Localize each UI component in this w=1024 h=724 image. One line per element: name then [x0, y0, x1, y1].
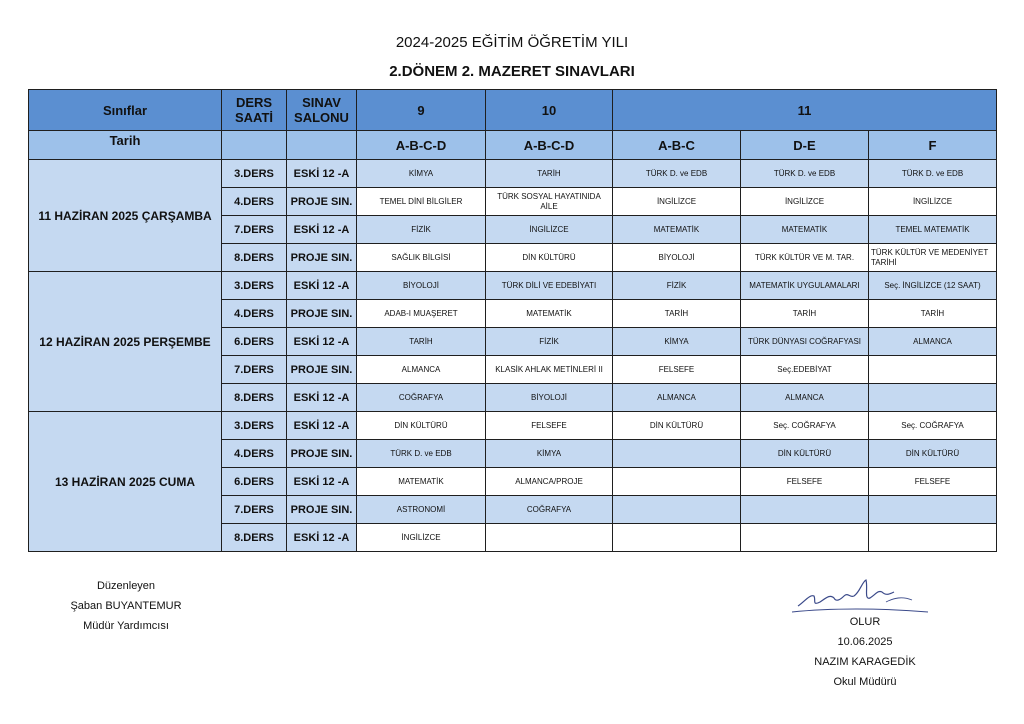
- grade-11f-exam-cell: [869, 496, 997, 524]
- approval-label: OLUR: [849, 616, 881, 628]
- grade-11abc-exam-cell: İNGİLİZCE: [613, 188, 741, 216]
- grade-11de-exam-cell: DİN KÜLTÜRÜ: [741, 440, 869, 468]
- approval-date: 10.06.2025: [837, 636, 893, 648]
- prepared-by-label: Düzenleyen: [96, 580, 156, 592]
- lesson-hour-cell: 8.DERS: [222, 384, 287, 412]
- grade-11abc-exam-cell: ALMANCA: [613, 384, 741, 412]
- lesson-hour-cell: 4.DERS: [222, 300, 287, 328]
- principal-title: Okul Müdürü: [833, 676, 897, 688]
- grade-11de-exam-cell: TÜRK KÜLTÜR VE M. TAR.: [741, 244, 869, 272]
- grade-9-exam-cell: BİYOLOJİ: [357, 272, 486, 300]
- grade-11de-exam-cell: FELSEFE: [741, 468, 869, 496]
- exam-room-cell: PROJE SIN.: [287, 188, 357, 216]
- sections-11de-header: D-E: [741, 131, 869, 160]
- lesson-hour-cell: 3.DERS: [222, 412, 287, 440]
- grade-11de-exam-cell: [741, 496, 869, 524]
- grade-10-exam-cell: ALMANCA/PROJE: [486, 468, 613, 496]
- grade-9-exam-cell: MATEMATİK: [357, 468, 486, 496]
- grade-11de-exam-cell: MATEMATİK: [741, 216, 869, 244]
- grade-11abc-exam-cell: [613, 496, 741, 524]
- grade-11abc-exam-cell: TARİH: [613, 300, 741, 328]
- grade-9-exam-cell: FİZİK: [357, 216, 486, 244]
- grade-10-exam-cell: FELSEFE: [486, 412, 613, 440]
- grade-11f-exam-cell: DİN KÜLTÜRÜ: [869, 440, 997, 468]
- grade-11abc-exam-cell: FİZİK: [613, 272, 741, 300]
- grade-11f-exam-cell: FELSEFE: [869, 468, 997, 496]
- grade-11-header: 11: [613, 90, 997, 131]
- grade-9-exam-cell: TÜRK D. ve EDB: [357, 440, 486, 468]
- grade-11abc-exam-cell: KİMYA: [613, 328, 741, 356]
- grade-11f-exam-cell: TÜRK D. ve EDB: [869, 160, 997, 188]
- prepared-by-title: Müdür Yardımcısı: [83, 620, 169, 632]
- sections-10-header: A-B-C-D: [486, 131, 613, 160]
- grade-11abc-exam-cell: [613, 524, 741, 552]
- grade-11f-exam-cell: Seç. İNGİLİZCE (12 SAAT): [869, 272, 997, 300]
- exam-room-cell: ESKİ 12 -A: [287, 328, 357, 356]
- lesson-hour-cell: 3.DERS: [222, 272, 287, 300]
- grade-11de-exam-cell: İNGİLİZCE: [741, 188, 869, 216]
- grade-9-exam-cell: COĞRAFYA: [357, 384, 486, 412]
- exam-room-cell: ESKİ 12 -A: [287, 468, 357, 496]
- principal-signature: [790, 572, 930, 616]
- grade-11de-exam-cell: ALMANCA: [741, 384, 869, 412]
- approval-block: [780, 612, 950, 692]
- lesson-hour-cell: 6.DERS: [222, 328, 287, 356]
- grade-9-exam-cell: İNGİLİZCE: [357, 524, 486, 552]
- empty-header-cell: [287, 131, 357, 160]
- grade-10-exam-cell: TÜRK DİLİ VE EDEBİYATI: [486, 272, 613, 300]
- grade-10-exam-cell: [486, 524, 613, 552]
- grade-10-exam-cell: MATEMATİK: [486, 300, 613, 328]
- lesson-hour-header: DERS SAATİ: [222, 90, 287, 131]
- exam-room-cell: ESKİ 12 -A: [287, 160, 357, 188]
- schedule-row: [29, 412, 997, 440]
- grade-11de-exam-cell: MATEMATİK UYGULAMALARI: [741, 272, 869, 300]
- grade-11f-exam-cell: TÜRK KÜLTÜR VE MEDENİYET TARİHİ: [869, 244, 997, 272]
- grade-10-exam-cell: COĞRAFYA: [486, 496, 613, 524]
- grade-11abc-exam-cell: [613, 440, 741, 468]
- schedule-row: [29, 160, 997, 188]
- grade-9-exam-cell: ADAB-I MUAŞERET: [357, 300, 486, 328]
- header-row-top: [29, 90, 997, 131]
- grade-11abc-exam-cell: DİN KÜLTÜRÜ: [613, 412, 741, 440]
- lesson-hour-cell: 8.DERS: [222, 524, 287, 552]
- grade-10-exam-cell: BİYOLOJİ: [486, 384, 613, 412]
- grade-11de-exam-cell: Seç. COĞRAFYA: [741, 412, 869, 440]
- grade-9-exam-cell: TARİH: [357, 328, 486, 356]
- grade-11abc-exam-cell: FELSEFE: [613, 356, 741, 384]
- principal-name: NAZIM KARAGEDİK: [814, 656, 916, 668]
- grade-11f-exam-cell: TEMEL MATEMATİK: [869, 216, 997, 244]
- grade-11de-exam-cell: Seç.EDEBİYAT: [741, 356, 869, 384]
- grade-11de-exam-cell: TARİH: [741, 300, 869, 328]
- exam-date-cell: 12 HAZİRAN 2025 PERŞEMBE: [29, 272, 222, 412]
- lesson-hour-cell: 7.DERS: [222, 496, 287, 524]
- grade-9-exam-cell: ALMANCA: [357, 356, 486, 384]
- grade-11abc-exam-cell: MATEMATİK: [613, 216, 741, 244]
- grade-11abc-exam-cell: [613, 468, 741, 496]
- date-header: Tarih: [29, 131, 222, 160]
- grade-10-exam-cell: İNGİLİZCE: [486, 216, 613, 244]
- exam-room-cell: ESKİ 12 -A: [287, 412, 357, 440]
- grade-10-exam-cell: DİN KÜLTÜRÜ: [486, 244, 613, 272]
- grade-11f-exam-cell: İNGİLİZCE: [869, 188, 997, 216]
- lesson-hour-cell: 4.DERS: [222, 188, 287, 216]
- grade-9-header: 9: [357, 90, 486, 131]
- grade-9-exam-cell: DİN KÜLTÜRÜ: [357, 412, 486, 440]
- grade-11de-exam-cell: TÜRK DÜNYASI COĞRAFYASI: [741, 328, 869, 356]
- classes-header: Sınıflar: [29, 90, 222, 131]
- exam-room-cell: ESKİ 12 -A: [287, 216, 357, 244]
- exam-room-cell: PROJE SIN.: [287, 244, 357, 272]
- schedule-row: [29, 272, 997, 300]
- lesson-hour-cell: 4.DERS: [222, 440, 287, 468]
- grade-11abc-exam-cell: BİYOLOJİ: [613, 244, 741, 272]
- grade-10-exam-cell: KİMYA: [486, 440, 613, 468]
- grade-10-header: 10: [486, 90, 613, 131]
- grade-11f-exam-cell: [869, 524, 997, 552]
- lesson-hour-cell: 6.DERS: [222, 468, 287, 496]
- sections-9-header: A-B-C-D: [357, 131, 486, 160]
- lesson-hour-cell: 7.DERS: [222, 216, 287, 244]
- grade-11f-exam-cell: [869, 384, 997, 412]
- document-title: 2024-2025 EĞİTİM ÖĞRETİM YILI: [395, 34, 629, 51]
- lesson-hour-cell: 8.DERS: [222, 244, 287, 272]
- prepared-by-block: [56, 576, 196, 636]
- grade-9-exam-cell: ASTRONOMİ: [357, 496, 486, 524]
- exam-room-cell: PROJE SIN.: [287, 300, 357, 328]
- lesson-hour-cell: 7.DERS: [222, 356, 287, 384]
- prepared-by-name: Şaban BUYANTEMUR: [70, 600, 182, 612]
- grade-11f-exam-cell: ALMANCA: [869, 328, 997, 356]
- header-row-sub: [29, 131, 997, 160]
- sections-11f-header: F: [869, 131, 997, 160]
- exam-room-cell: PROJE SIN.: [287, 356, 357, 384]
- exam-room-cell: PROJE SIN.: [287, 440, 357, 468]
- grade-10-exam-cell: TARİH: [486, 160, 613, 188]
- exam-schedule-table: [28, 89, 997, 552]
- grade-11f-exam-cell: TARİH: [869, 300, 997, 328]
- grade-10-exam-cell: TÜRK SOSYAL HAYATINIDA AİLE: [486, 188, 613, 216]
- exam-date-cell: 13 HAZİRAN 2025 CUMA: [29, 412, 222, 552]
- exam-room-cell: ESKİ 12 -A: [287, 272, 357, 300]
- exam-room-cell: ESKİ 12 -A: [287, 524, 357, 552]
- exam-room-header: SINAV SALONU: [287, 90, 357, 131]
- grade-10-exam-cell: KLASİK AHLAK METİNLERİ II: [486, 356, 613, 384]
- document-subtitle: 2.DÖNEM 2. MAZERET SINAVLARI: [389, 63, 635, 80]
- grade-11de-exam-cell: [741, 524, 869, 552]
- grade-11abc-exam-cell: TÜRK D. ve EDB: [613, 160, 741, 188]
- grade-10-exam-cell: FİZİK: [486, 328, 613, 356]
- exam-room-cell: ESKİ 12 -A: [287, 384, 357, 412]
- grade-9-exam-cell: KİMYA: [357, 160, 486, 188]
- grade-9-exam-cell: SAĞLIK BİLGİSİ: [357, 244, 486, 272]
- lesson-hour-cell: 3.DERS: [222, 160, 287, 188]
- exam-room-cell: PROJE SIN.: [287, 496, 357, 524]
- sections-11abc-header: A-B-C: [613, 131, 741, 160]
- exam-date-cell: 11 HAZİRAN 2025 ÇARŞAMBA: [29, 160, 222, 272]
- grade-11f-exam-cell: Seç. COĞRAFYA: [869, 412, 997, 440]
- grade-9-exam-cell: TEMEL DİNİ BİLGİLER: [357, 188, 486, 216]
- grade-11f-exam-cell: [869, 356, 997, 384]
- empty-header-cell: [222, 131, 287, 160]
- grade-11de-exam-cell: TÜRK D. ve EDB: [741, 160, 869, 188]
